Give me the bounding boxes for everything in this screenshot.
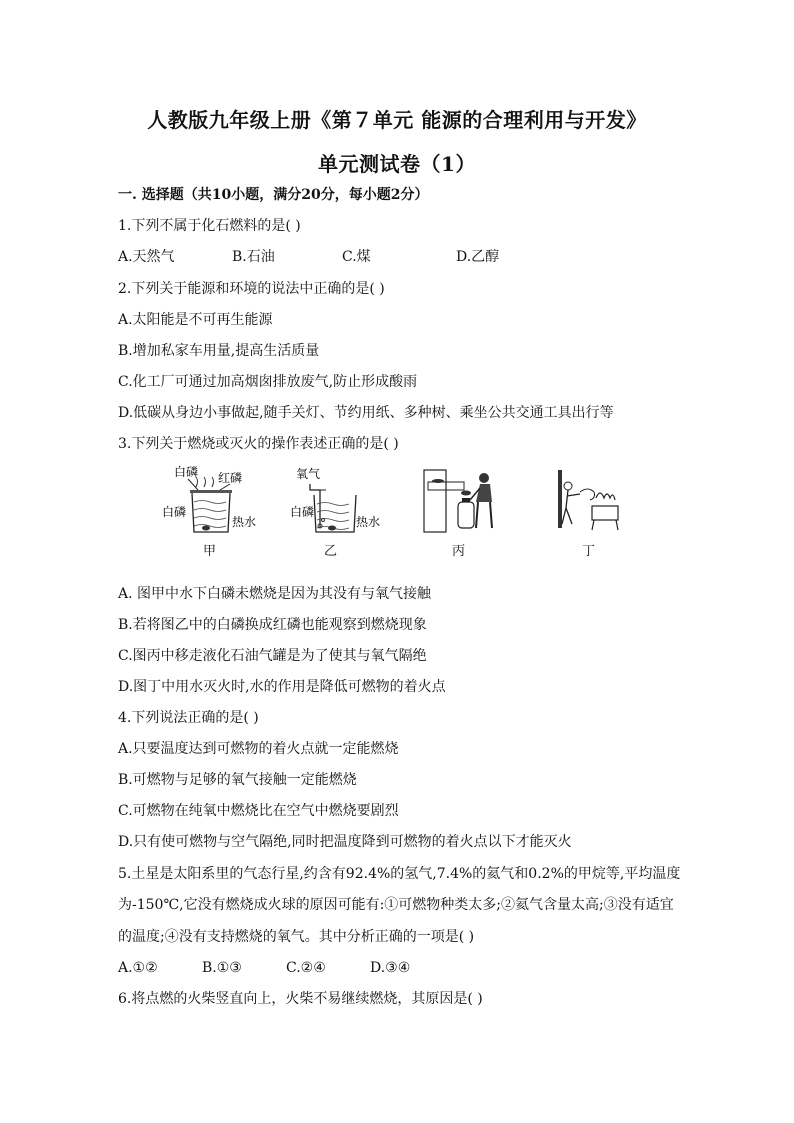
q4-option-a: A.只要温度达到可燃物的着火点就一定能燃烧 bbox=[118, 741, 399, 757]
exam-subtitle: 单元测试卷（1） bbox=[318, 152, 476, 176]
figure-bing-gas-cylinder bbox=[420, 466, 510, 536]
figure-ding-fire-water bbox=[548, 468, 628, 534]
question-2-stem: 2.下列关于能源和环境的说法中正确的是( ) bbox=[118, 281, 385, 297]
label-red-phosphorus: 红磷 bbox=[218, 471, 243, 485]
q3-option-c: C.图丙中移走液化石油气罐是为了使其与氧气隔绝 bbox=[118, 648, 427, 664]
q4-option-c: C.可燃物在纯氧中燃烧比在空气中燃烧要剧烈 bbox=[118, 803, 399, 819]
question-4-stem: 4.下列说法正确的是( ) bbox=[118, 710, 259, 726]
caption-ding: 丁 bbox=[582, 544, 596, 559]
caption-bing: 丙 bbox=[452, 544, 466, 559]
question-5-stem-line-3: 的温度;④没有支持燃烧的氧气。其中分析正确的一项是( ) bbox=[118, 929, 475, 945]
q3-option-d: D.图丁中用水灭火时,水的作用是降低可燃物的着火点 bbox=[118, 679, 446, 695]
label-oxygen: 氧气 bbox=[296, 467, 321, 481]
q5-option-a: A.①② bbox=[118, 960, 158, 976]
q2-option-c: C.化工厂可通过加高烟囱排放废气,防止形成酸雨 bbox=[118, 374, 418, 390]
q2-option-a: A.太阳能是不可再生能源 bbox=[118, 312, 273, 328]
exam-title: 人教版九年级上册《第７单元 能源的合理利用与开发》 bbox=[147, 108, 647, 132]
question-5-stem-line-2: 为-150℃,它没有燃烧成火球的原因可能有:①可燃物种类太多;②氦气含量太高;③没有适宜 bbox=[118, 897, 674, 913]
q5-option-d: D.③④ bbox=[370, 960, 411, 976]
label-white-phosphorus-top: 白磷 bbox=[174, 465, 199, 479]
q2-option-b: B.增加私家车用量,提高生活质量 bbox=[118, 343, 320, 359]
q4-option-b: B.可燃物与足够的氧气接触一定能燃烧 bbox=[118, 772, 357, 788]
q3-option-a: A. 图甲中水下白磷未燃烧是因为其没有与氧气接触 bbox=[118, 586, 432, 602]
q3-option-b: B.若将图乙中的白磷换成红磷也能观察到燃烧现象 bbox=[118, 617, 427, 633]
label-hot-water-2: 热水 bbox=[356, 515, 381, 529]
caption-yi: 乙 bbox=[324, 544, 338, 559]
figure-jia-beaker bbox=[160, 462, 280, 542]
question-6-stem: 6.将点燃的火柴竖直向上，火柴不易继续燃烧，其原因是( ) bbox=[118, 991, 483, 1007]
q1-option-a: A.天然气 bbox=[118, 249, 175, 265]
q1-option-d: D.乙醇 bbox=[456, 249, 500, 265]
q4-option-d: D.只有使可燃物与空气隔绝,同时把温度降到可燃物的着火点以下才能灭火 bbox=[118, 834, 572, 850]
q5-option-c: C.②④ bbox=[286, 960, 326, 976]
label-white-phosphorus-2: 白磷 bbox=[290, 505, 315, 519]
question-1-stem: 1.下列不属于化石燃料的是( ) bbox=[118, 218, 301, 234]
caption-jia: 甲 bbox=[203, 544, 217, 559]
q5-option-b: B.①③ bbox=[202, 960, 242, 976]
q1-option-c: C.煤 bbox=[342, 249, 371, 265]
question-3-stem: 3.下列关于燃烧或灭火的操作表述正确的是( ) bbox=[118, 436, 399, 452]
label-hot-water-1: 热水 bbox=[232, 515, 257, 529]
section-heading: 一. 选择题（共10小题，满分20分，每小题2分） bbox=[118, 187, 429, 203]
figure-yi-beaker bbox=[290, 462, 410, 542]
q1-option-b: B.石油 bbox=[232, 249, 275, 265]
label-white-phosphorus-water: 白磷 bbox=[162, 505, 187, 519]
question-5-stem-line-1: 5.土星是太阳系里的气态行星,约含有92.4%的氢气,7.4%的氦气和0.2%的甲烷等,平均温度 bbox=[118, 866, 681, 882]
q2-option-d: D.低碳从身边小事做起,随手关灯、节约用纸、多种树、乘坐公共交通工具出行等 bbox=[118, 405, 614, 421]
